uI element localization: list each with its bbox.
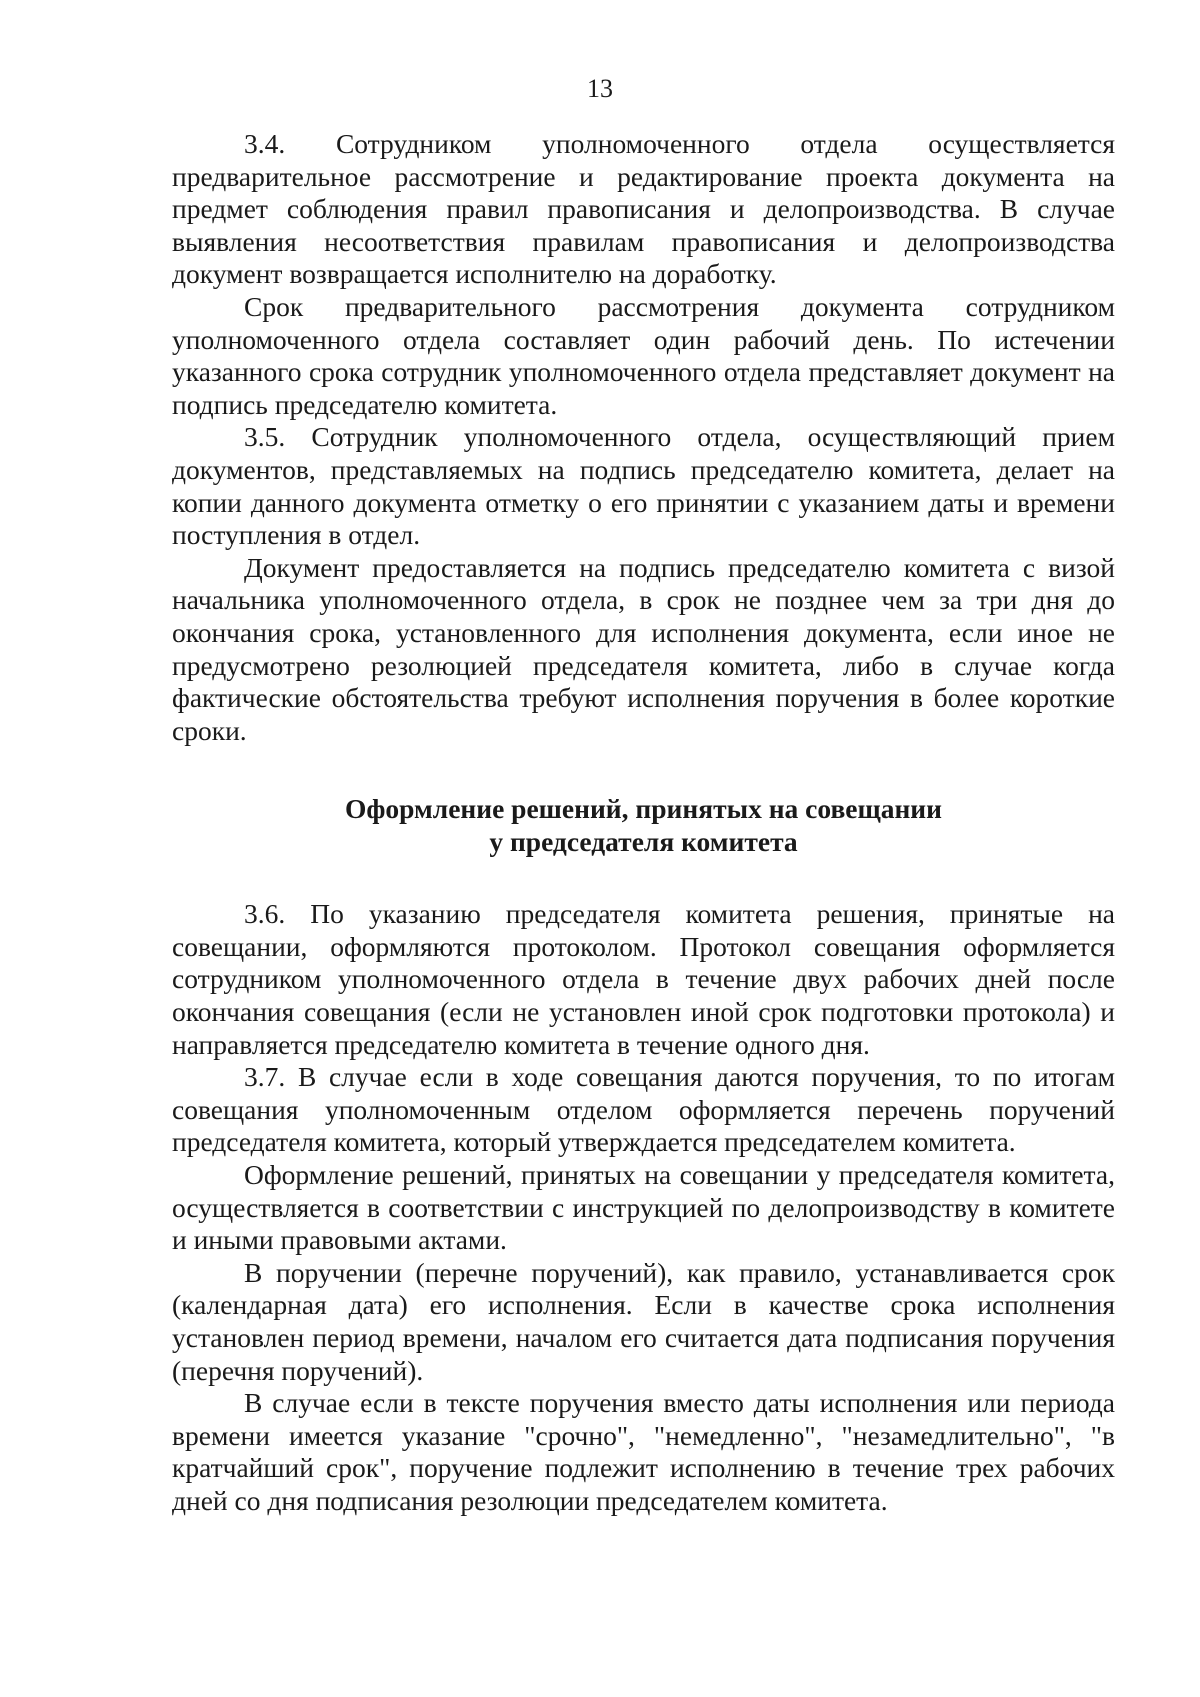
- paragraph-decisions-format: Оформление решений, принятых на совещании у председателя комитета, осуществляется в соответствии с инструкцией по делопроизводству в комитете и иными правовыми актами.: [172, 1159, 1115, 1256]
- paragraph-3-7: 3.7. В случае если в ходе совещания даются поручения, то по итогам совещания уполномоченным отделом оформляется перечень поручений председателя комитета, который утверждается председателем комитета.: [172, 1061, 1115, 1158]
- document-body: [172, 128, 1115, 1518]
- paragraph-3-4: 3.4. Сотрудником уполномоченного отдела осуществляется предварительное рассмотрение и редактирование проекта документа на предмет соблюдения правил правописания и делопроизводства. В случае выявления несоответствия правилам правописания и делопроизводства документ возвращается исполнителю на доработку.: [172, 128, 1115, 290]
- paragraph-urgent: В случае если в тексте поручения вместо даты исполнения или периода времени имеется указание "срочно", "немедленно", "незамедлительно", "в кратчайший срок", поручение подлежит исполнению в течение трех рабочих дней со дня подписания резолюции председателем комитета.: [172, 1387, 1115, 1516]
- section-heading-line-2: у председателя комитета: [489, 826, 798, 858]
- paragraph-signature-submission: Документ предоставляется на подпись председателю комитета с визой начальника уполномоченного отдела, в срок не позднее чем за три дня до окончания срока, установленного для исполнения документа, если иное не предусмотрено резолюцией председателя комитета, либо в случае когда фактические обстоятельства требуют исполнения поручения в более короткие сроки.: [172, 551, 1115, 746]
- paragraph-review-term: Срок предварительного рассмотрения документа сотрудником уполномоченного отдела составляет один рабочий день. По истечении указанного срока сотрудник уполномоченного отдела представляет документ на подпись председателю комитета.: [172, 290, 1115, 420]
- paragraph-deadline: В поручении (перечне поручений), как правило, устанавливается срок (календарная дата) его исполнения. Если в качестве срока исполнения установлен период времени, началом его считается дата подписания поручения (перечня поручений).: [172, 1256, 1115, 1386]
- paragraph-3-6: 3.6. По указанию председателя комитета решения, принятые на совещании, оформляются протоколом. Протокол совещания оформляется сотрудником уполномоченного отдела в течение двух рабочих дней после окончания совещания (если не установлен иной срок подготовки протокола) и направляется председателю комитета в течение одного дня.: [172, 898, 1115, 1060]
- section-heading: [172, 792, 1115, 858]
- paragraph-3-5: 3.5. Сотрудник уполномоченного отдела, осуществляющий прием документов, представляемых на подпись председателю комитета, делает на копии данного документа отметку о его принятии с указанием даты и времени поступления в отдел.: [172, 421, 1115, 551]
- page-number: 13: [587, 74, 613, 103]
- section-heading-line-1: Оформление решений, принятых на совещании: [345, 793, 942, 825]
